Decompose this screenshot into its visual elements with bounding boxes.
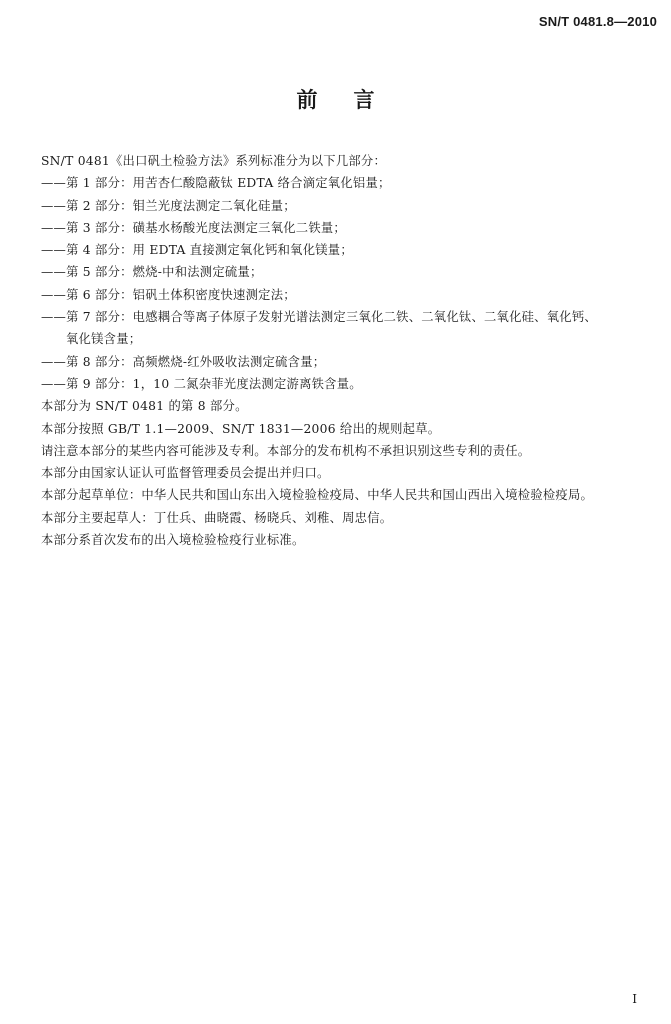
list-item-part-7	[16, 306, 660, 351]
document-code: SN/T 0481.8—2010	[538, 14, 657, 29]
paragraph-patent-notice: 请注意本部分的某些内容可能涉及专利。本部分的发布机构不承担识别这些专利的责任。	[41, 443, 531, 458]
list-item-part-7-line2: 氧化镁含量；	[66, 332, 142, 347]
foreword-body	[16, 150, 660, 551]
paragraph-first-release: 本部分系首次发布的出入境检验检疫行业标准。	[41, 533, 305, 548]
paragraph-drafting-rules: 本部分按照 GB/T 1.1—2009、SN/T 1831—2006 给出的规则起草。	[41, 421, 441, 436]
list-item-part-8: ——第 8 部分：高频燃烧-红外吸收法测定硫含量；	[41, 354, 326, 369]
paragraph-drafting-units: 本部分起草单位：中华人民共和国山东出入境检验检疫局、中华人民共和国山西出入境检验检疫局。	[41, 488, 594, 503]
paragraph-part-number: 本部分为 SN/T 0481 的第 8 部分。	[41, 399, 248, 414]
paragraph-drafters: 本部分主要起草人：丁仕兵、曲晓霞、杨晓兵、刘稚、周忠信。	[41, 510, 393, 525]
list-item-part-9: ——第 9 部分：1，10 二氮杂菲光度法测定游离铁含量。	[41, 376, 362, 391]
list-item-part-5: ——第 5 部分：燃烧-中和法测定硫量；	[41, 265, 263, 280]
page-number: I	[632, 992, 637, 1006]
intro-paragraph: SN/T 0481《出口矾土检验方法》系列标准分为以下几部分：	[41, 154, 387, 168]
list-item-part-7-line1: ——第 7 部分：电感耦合等离子体原子发射光谱法测定三氧化二铁、二氧化钛、二氧化硅、氧化钙、	[41, 310, 597, 325]
list-item-part-1: ——第 1 部分：用苦杏仁酸隐蔽钛 EDTA 络合滴定氧化铝量；	[41, 176, 391, 191]
list-item-part-2: ——第 2 部分：钼兰光度法测定二氧化硅量；	[41, 198, 296, 213]
paragraph-proposer: 本部分由国家认证认可监督管理委员会提出并归口。	[41, 466, 330, 481]
list-item-part-6: ——第 6 部分：铝矾土体积密度快速测定法；	[41, 287, 296, 302]
page-title: 前言	[296, 88, 411, 112]
list-item-part-4: ——第 4 部分：用 EDTA 直接测定氧化钙和氧化镁量；	[41, 243, 353, 258]
list-item-part-3: ——第 3 部分：磺基水杨酸光度法测定三氧化二铁量；	[41, 220, 346, 235]
